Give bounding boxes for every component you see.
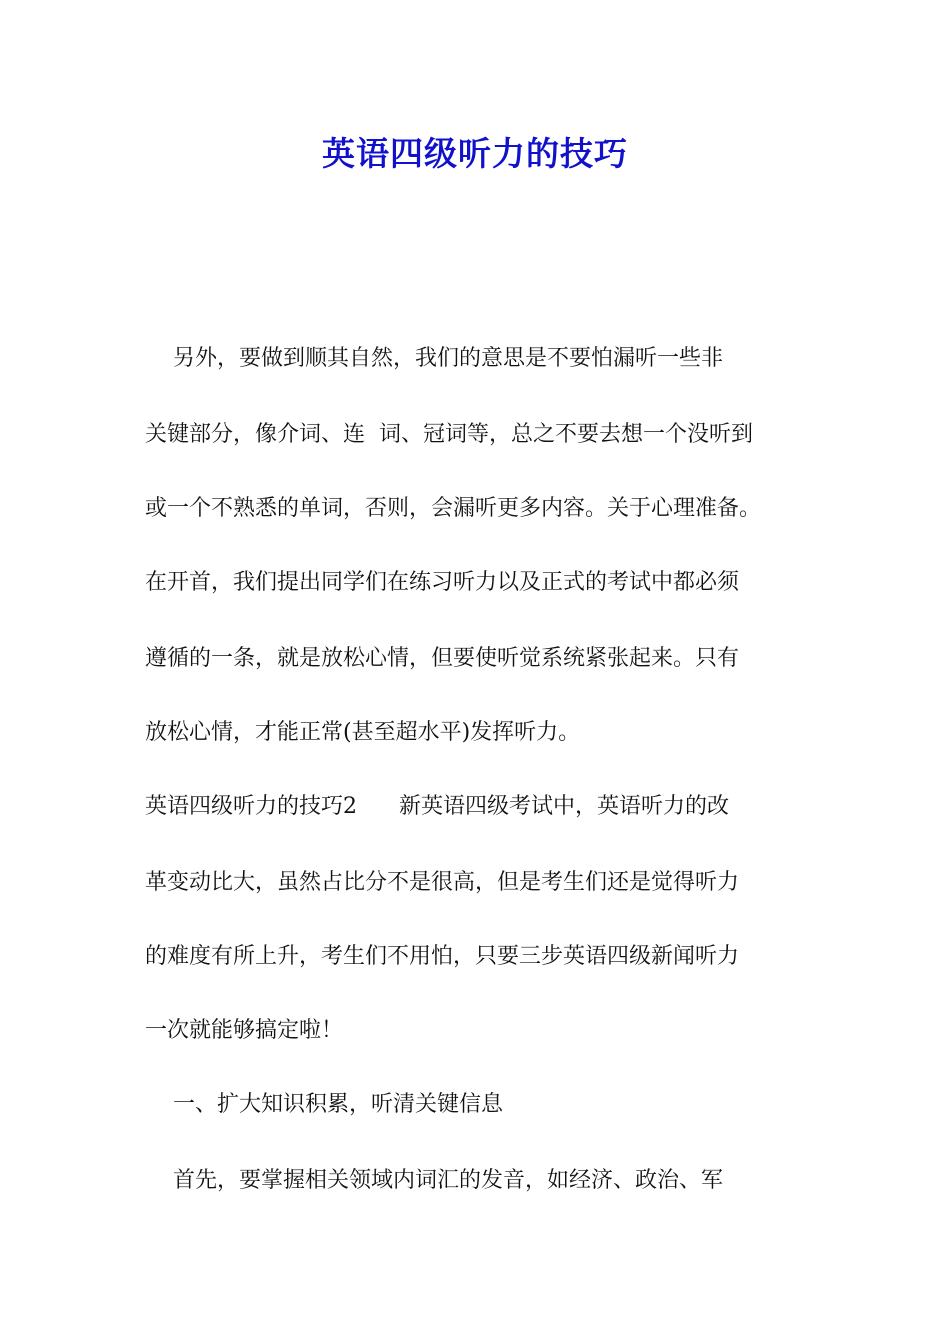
body-line: 或一个不熟悉的单词，否则，会漏听更多内容。关于心理准备。: [145, 496, 762, 521]
body-line: 的难度有所上升，考生们不用怕，只要三步英语四级新闻听力: [145, 944, 740, 969]
body-line: 关键部分，像介词、连 词、冠词等，总之不要去想一个没听到: [145, 422, 753, 447]
body-line: 放松心情，才能正常(甚至超水平)发挥听力。: [145, 720, 581, 745]
body-line: 首先，要掌握相关领域内词汇的发音，如经济、政治、军: [145, 1168, 723, 1193]
subheading-line: 一、扩大知识积累，听清关键信息: [145, 1092, 503, 1117]
body-line: 另外，要做到顺其自然，我们的意思是不要怕漏听一些非: [145, 346, 723, 371]
section-heading-line: 英语四级听力的技巧2 新英语四级考试中，英语听力的改: [145, 794, 729, 819]
body-line: 遵循的一条，就是放松心情，但要使听觉系统紧张起来。只有: [145, 646, 740, 671]
body-line: 一次就能够搞定啦！: [145, 1018, 344, 1043]
body-line: 在开首，我们提出同学们在练习听力以及正式的考试中都必须: [145, 570, 740, 595]
body-line: 革变动比大，虽然占比分不是很高，但是考生们还是觉得听力: [145, 870, 740, 895]
document-title: 英语四级听力的技巧: [322, 134, 628, 173]
